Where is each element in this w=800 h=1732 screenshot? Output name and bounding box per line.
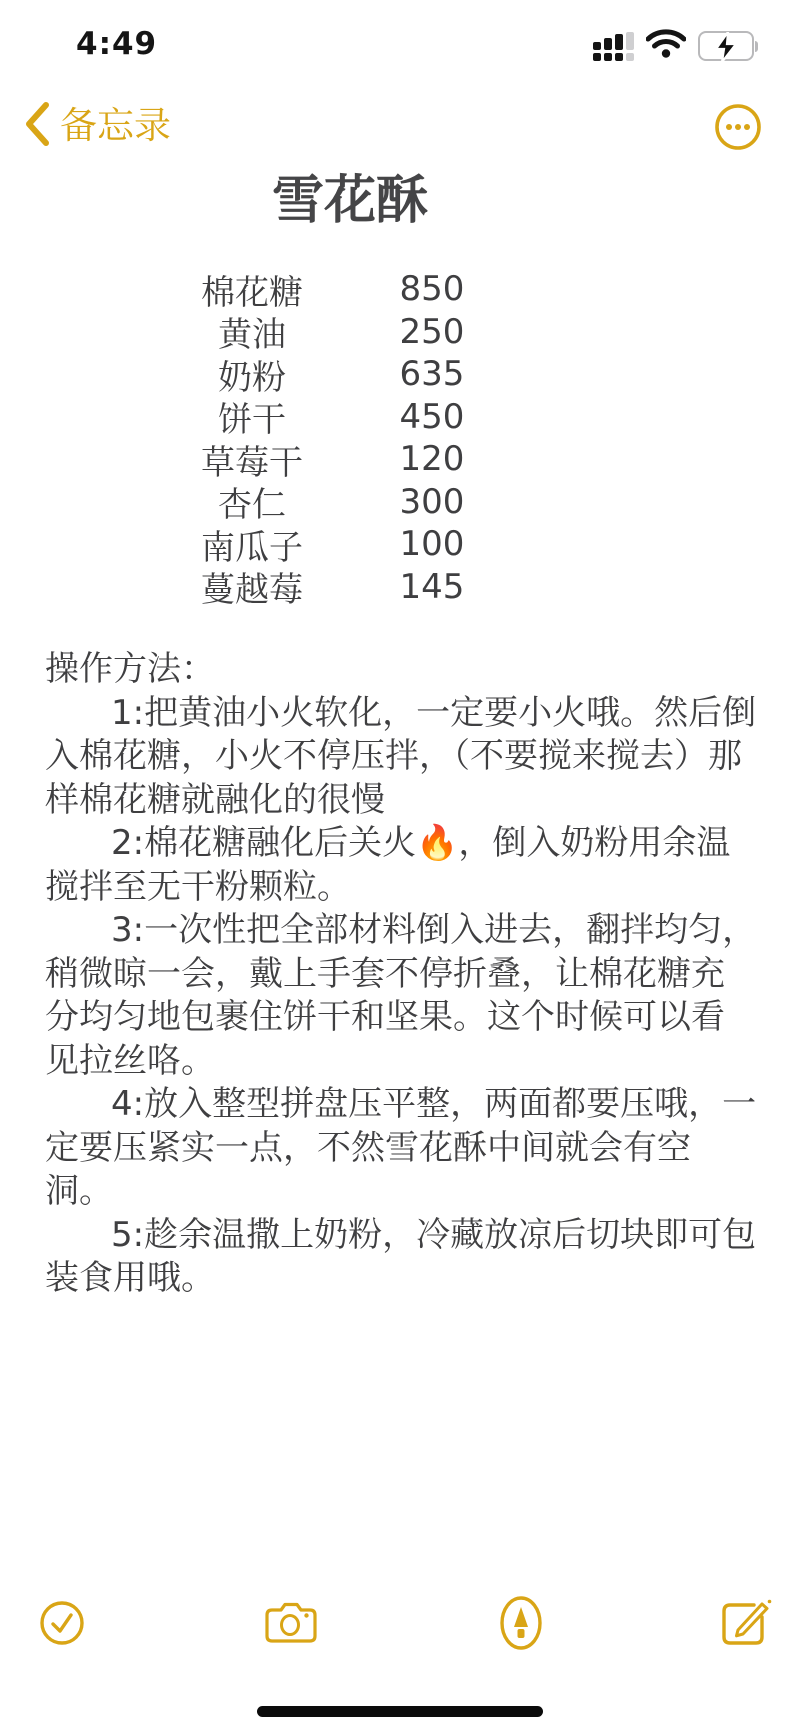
camera-icon	[264, 1601, 318, 1648]
method-step-5: 5:趁余温撒上奶粉，冷藏放凉后切块即可包装食用哦。	[45, 1214, 757, 1298]
ingredient-amount: 850	[399, 269, 465, 310]
status-bar	[0, 0, 800, 90]
ingredient-amount: 450	[399, 396, 465, 437]
status-time: 4:49	[76, 26, 158, 62]
ingredient-row	[0, 566, 800, 609]
ingredient-name: 饼干	[218, 400, 286, 441]
note-title: 雪花酥	[271, 171, 428, 231]
ingredient-row	[0, 523, 800, 566]
ingredient-row	[0, 268, 800, 311]
ingredient-amount: 100	[399, 524, 465, 565]
bottom-toolbar	[0, 1594, 800, 1654]
back-button[interactable]	[24, 96, 171, 156]
markup-pen-icon	[499, 1595, 543, 1654]
ingredient-name: 黄油	[218, 315, 286, 356]
chevron-left-icon	[24, 101, 50, 151]
status-icons	[593, 28, 758, 64]
battery-charging-icon	[698, 31, 758, 61]
back-button-label: 备忘录	[60, 104, 171, 147]
ingredient-name: 棉花糖	[201, 272, 303, 313]
ingredient-name: 蔓越莓	[201, 570, 303, 611]
checklist-button[interactable]	[32, 1594, 92, 1654]
ingredient-name: 草莓干	[201, 442, 303, 483]
nav-bar	[0, 96, 800, 160]
ingredient-row	[0, 438, 800, 481]
ingredient-name: 杏仁	[218, 485, 286, 526]
method-step-3: 3:一次性把全部材料倒入进去，翻拌均匀，稍微晾一会，戴上手套不停折叠，让棉花糖充分均匀地包裹住饼干和坚果。这个时候可以看见拉丝咯。	[45, 910, 757, 1081]
camera-button[interactable]	[261, 1594, 321, 1654]
markup-button[interactable]	[491, 1594, 551, 1654]
ingredient-name: 奶粉	[218, 357, 286, 398]
ellipsis-circle-icon	[714, 139, 762, 154]
ingredient-amount: 635	[399, 354, 465, 395]
ingredient-row	[0, 481, 800, 524]
method-step-2: 2:棉花糖融化后关火🔥，倒入奶粉用余温搅拌至无干粉颗粒。	[45, 823, 731, 907]
more-options-button[interactable]	[714, 103, 762, 151]
ingredient-list	[0, 268, 800, 611]
compose-icon	[718, 1597, 772, 1652]
ingredient-amount: 145	[399, 566, 465, 607]
ingredient-name: 南瓜子	[201, 527, 303, 568]
ingredient-row	[0, 396, 800, 439]
method-section	[45, 648, 757, 1301]
wifi-icon	[646, 29, 686, 63]
method-heading: 操作方法：	[45, 649, 215, 689]
compose-button[interactable]	[715, 1594, 775, 1654]
method-step-1: 1:把黄油小火软化，一定要小火哦。然后倒入棉花糖，小火不停压拌，（不要搅来搅去）那样棉花糖就融化的很慢	[45, 692, 757, 820]
ingredient-amount: 120	[399, 439, 465, 480]
checkmark-circle-icon	[39, 1600, 85, 1649]
ingredient-amount: 300	[399, 481, 465, 522]
cellular-signal-icon	[593, 32, 634, 61]
ingredient-row	[0, 311, 800, 354]
ingredient-row	[0, 353, 800, 396]
method-step-4: 4:放入整型拼盘压平整，两面都要压哦，一定要压紧实一点，不然雪花酥中间就会有空洞。	[45, 1084, 757, 1211]
ingredient-amount: 250	[399, 311, 465, 352]
home-indicator[interactable]	[257, 1706, 543, 1717]
